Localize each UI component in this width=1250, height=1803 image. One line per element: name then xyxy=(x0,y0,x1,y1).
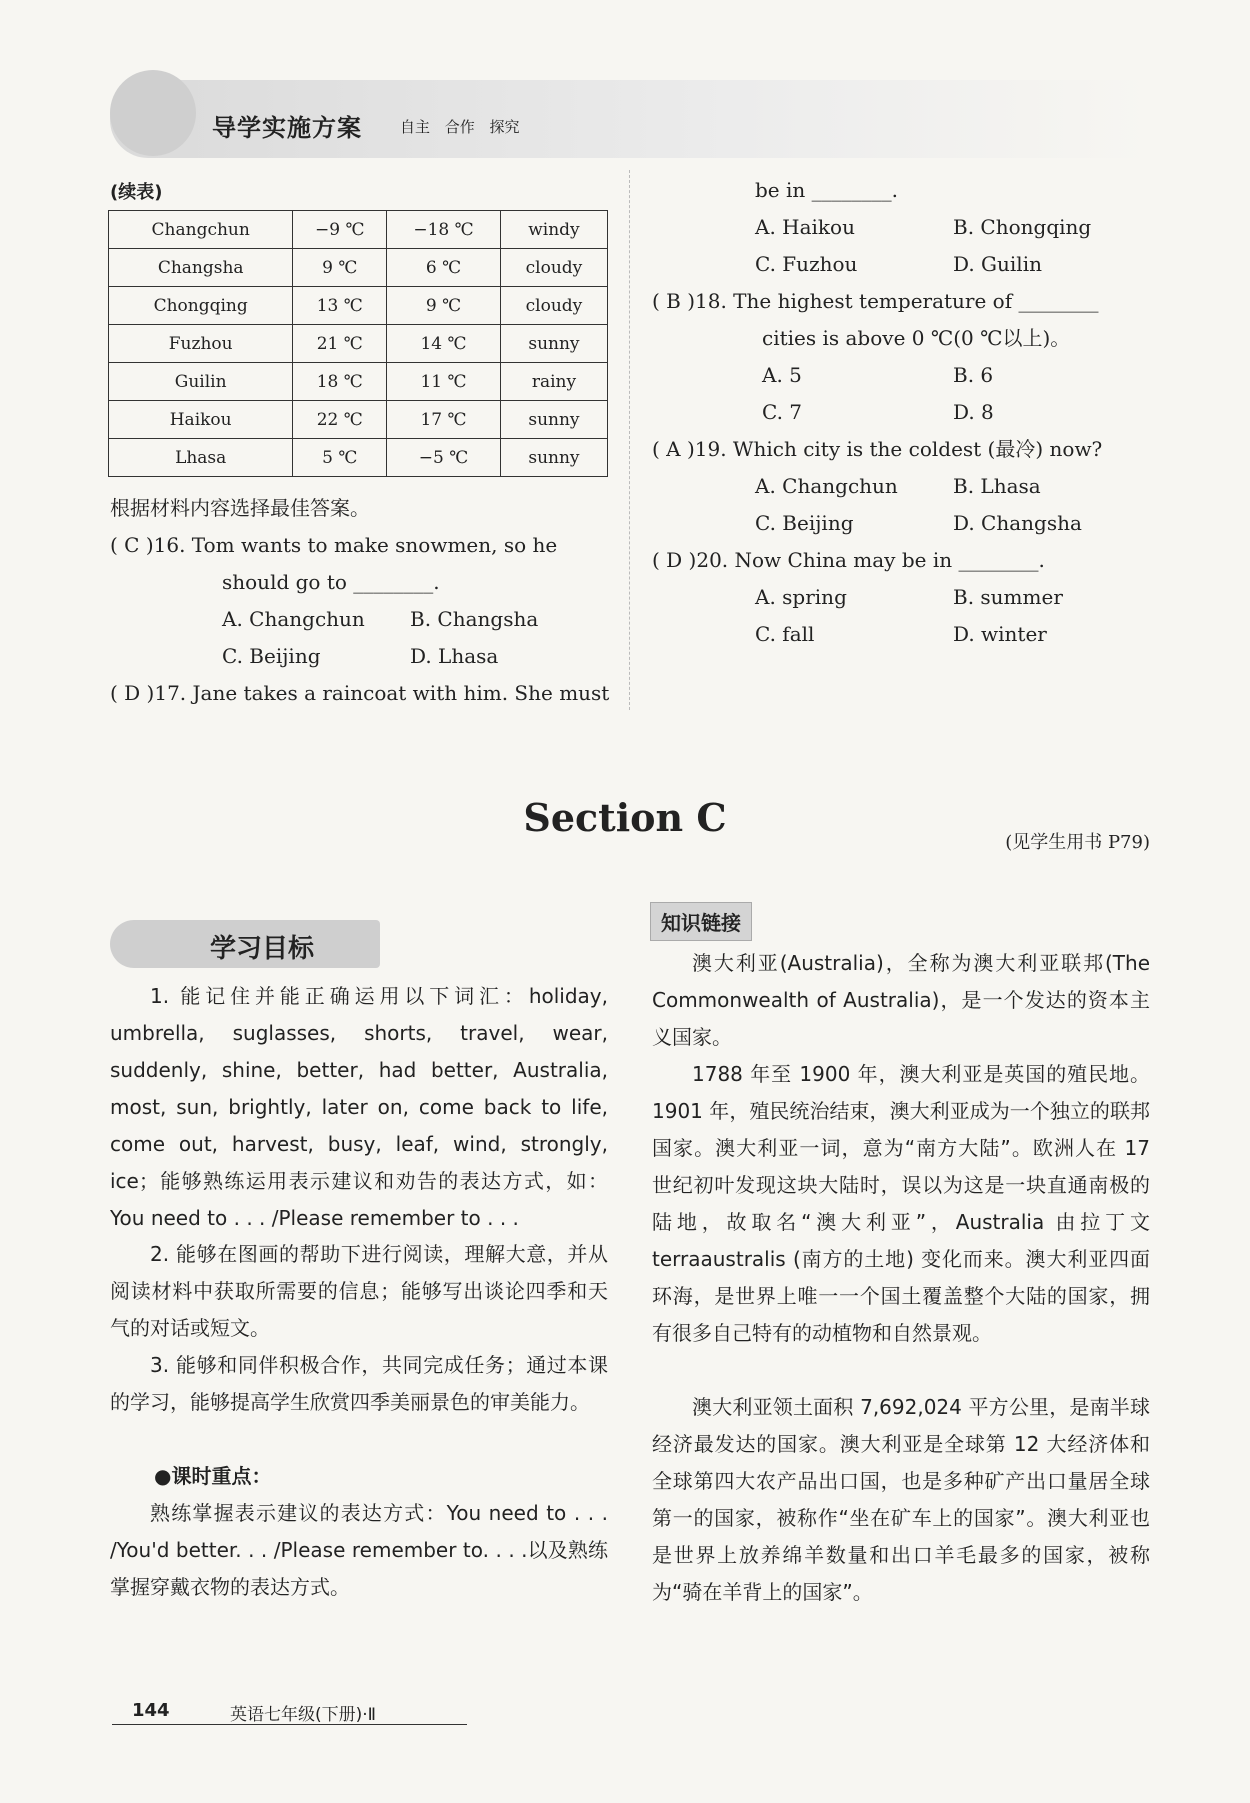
focus-label: ●课时重点： xyxy=(154,1464,272,1488)
q19-option-a: A. Changchun xyxy=(755,474,898,498)
goal-1: 1. 能记住并能正确运用以下词汇：holiday, umbrella, suglasses, shorts, travel, wear, suddenly, shine, better, had better, Australia, most, sun, brightly, later on, come back to life, come out, harvest, busy, leaf, wind, strongly, ice；能够熟练运用表示建议和劝告的表达方式，如：You need to . . . /Please remember to . . . xyxy=(110,984,608,1230)
table-cell: sunny xyxy=(500,439,607,477)
q18-line2: cities is above 0 ℃(0 ℃以上)。 xyxy=(762,326,1071,350)
table-cell: 22 ℃ xyxy=(293,401,387,439)
q20-line1: ( D )20. Now China may be in ________. xyxy=(652,548,1045,572)
knowledge-label: 知识链接 xyxy=(650,902,752,941)
mascot-icon xyxy=(110,70,196,156)
table-cell: cloudy xyxy=(500,287,607,325)
q16-option-c: C. Beijing xyxy=(222,644,321,668)
table-cell: sunny xyxy=(500,325,607,363)
table-cell: 21 ℃ xyxy=(293,325,387,363)
q20-option-b: B. summer xyxy=(953,585,1063,609)
table-cell: Guilin xyxy=(109,363,293,401)
q18-option-d: D. 8 xyxy=(953,400,994,424)
table-cell: 9 ℃ xyxy=(293,249,387,287)
table-cell: Lhasa xyxy=(109,439,293,477)
column-divider xyxy=(629,170,630,710)
q16-option-a: A. Changchun xyxy=(222,607,365,631)
page-number: 144 xyxy=(132,1700,170,1721)
table-cell: sunny xyxy=(500,401,607,439)
focus-text: 熟练掌握表示建议的表达方式：You need to . . . /You'd better. . . /Please remember to. . . .以及熟练掌握穿戴衣物的表达方式。 xyxy=(110,1501,608,1599)
table-cell: rainy xyxy=(500,363,607,401)
section-title: Section C xyxy=(523,795,727,840)
table-cell: 11 ℃ xyxy=(387,363,501,401)
table-row xyxy=(109,287,608,325)
table-cell: 9 ℃ xyxy=(387,287,501,325)
q20-option-a: A. spring xyxy=(755,585,847,609)
q16-option-d: D. Lhasa xyxy=(410,644,499,668)
table-cell: Changchun xyxy=(109,211,293,249)
table-cell: 6 ℃ xyxy=(387,249,501,287)
instruction: 根据材料内容选择最佳答案。 xyxy=(110,496,370,520)
q17-option-b: B. Chongqing xyxy=(953,215,1092,239)
q20-option-c: C. fall xyxy=(755,622,815,646)
q16-option-b: B. Changsha xyxy=(410,607,539,631)
table-cell: 18 ℃ xyxy=(293,363,387,401)
table-row xyxy=(109,249,608,287)
header-title: 导学实施方案 xyxy=(212,114,362,142)
table-caption: (续表) xyxy=(110,182,163,203)
q16-line2: should go to ________. xyxy=(222,570,440,594)
table-cell: cloudy xyxy=(500,249,607,287)
q20-option-d: D. winter xyxy=(953,622,1047,646)
knowledge-p3: 澳大利亚领土面积 7,692,024 平方公里，是南半球经济最发达的国家。澳大利亚是全球第 12 大经济体和全球第四大农产品出口国，也是多种矿产出口量居全球第一的国家，被称作“坐在矿车上的国家”。澳大利亚也是世界上放养绵羊数量和出口羊毛最多的国家，被称为“骑在羊背上的国家”。 xyxy=(652,1395,1150,1604)
table-cell: 14 ℃ xyxy=(387,325,501,363)
table-cell: 13 ℃ xyxy=(293,287,387,325)
q17-option-d: D. Guilin xyxy=(953,252,1042,276)
q19-line1: ( A )19. Which city is the coldest (最冷) now? xyxy=(652,437,1103,461)
q19-option-c: C. Beijing xyxy=(755,511,854,535)
table-row xyxy=(109,211,608,249)
q17-line2: be in ________. xyxy=(755,178,898,202)
q17-option-c: C. Fuzhou xyxy=(755,252,858,276)
q19-option-b: B. Lhasa xyxy=(953,474,1041,498)
table-cell: −18 ℃ xyxy=(387,211,501,249)
footer-rule xyxy=(112,1724,467,1725)
table-cell: −9 ℃ xyxy=(293,211,387,249)
goal-3: 3. 能够和同伴积极合作，共同完成任务；通过本课的学习，能够提高学生欣赏四季美丽景色的审美能力。 xyxy=(110,1353,608,1414)
q16-line1: ( C )16. Tom wants to make snowmen, so he xyxy=(110,533,558,557)
q18-line1: ( B )18. The highest temperature of ________ xyxy=(652,289,1099,313)
q18-option-b: B. 6 xyxy=(953,363,994,387)
table-row xyxy=(109,363,608,401)
q17-option-a: A. Haikou xyxy=(755,215,855,239)
table-cell: Changsha xyxy=(109,249,293,287)
table-cell: Chongqing xyxy=(109,287,293,325)
table-cell: Fuzhou xyxy=(109,325,293,363)
knowledge-p1: 澳大利亚(Australia)，全称为澳大利亚联邦(The Commonwealth of Australia)，是一个发达的资本主义国家。 xyxy=(652,951,1150,1049)
q18-option-c: C. 7 xyxy=(762,400,803,424)
goals-label: 学习目标 xyxy=(210,934,315,964)
header-subtitle: 自主 合作 探究 xyxy=(400,118,520,136)
table-row xyxy=(109,401,608,439)
q18-option-a: A. 5 xyxy=(762,363,802,387)
table-row xyxy=(109,325,608,363)
section-reference: (见学生用书 P79) xyxy=(1005,832,1150,853)
q19-option-d: D. Changsha xyxy=(953,511,1082,535)
goal-2: 2. 能够在图画的帮助下进行阅读，理解大意，并从阅读材料中获取所需要的信息；能够写出谈论四季和天气的对话或短文。 xyxy=(110,1242,608,1340)
table-cell: 5 ℃ xyxy=(293,439,387,477)
knowledge-p2: 1788 年至 1900 年，澳大利亚是英国的殖民地。1901 年，殖民统治结束，澳大利亚成为一个独立的联邦国家。澳大利亚一词，意为“南方大陆”。欧洲人在 17 世纪初叶发现这块大陆时，误以为这是一块直通南极的陆地，故取名“澳大利亚”，Australia 由拉丁文 terraaustralis (南方的土地) 变化而来。澳大利亚四面环海，是世界上唯一一个国土覆盖整个大陆的国家，拥有很多自己特有的动植物和自然景观。 xyxy=(652,1062,1150,1345)
table-cell: 17 ℃ xyxy=(387,401,501,439)
table-row xyxy=(109,439,608,477)
book-title: 英语七年级(下册)·Ⅱ xyxy=(230,1705,377,1725)
q17-line1: ( D )17. Jane takes a raincoat with him. She must xyxy=(110,681,610,705)
weather-table xyxy=(108,210,608,477)
table-cell: −5 ℃ xyxy=(387,439,501,477)
table-cell: Haikou xyxy=(109,401,293,439)
table-cell: windy xyxy=(500,211,607,249)
